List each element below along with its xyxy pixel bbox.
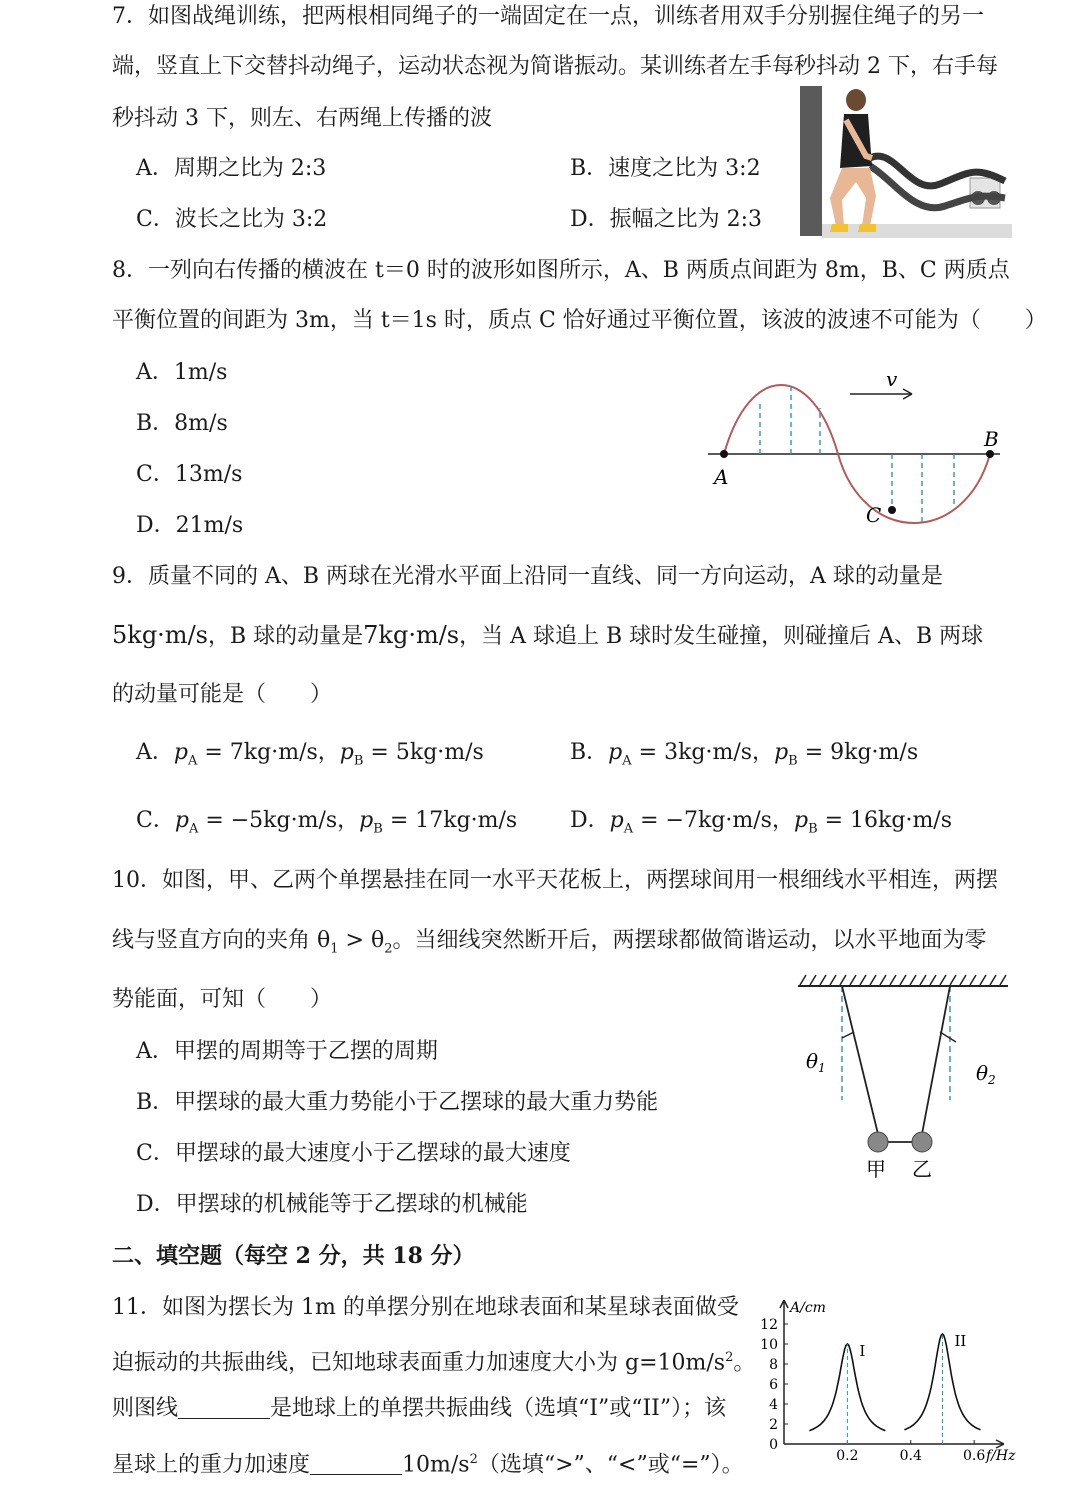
q10-option-b: B．甲摆球的最大重力势能小于乙摆球的最大重力势能 xyxy=(136,1090,659,1115)
q8-option-c: C．13m/s xyxy=(136,462,243,487)
y-tick-label: 10 xyxy=(760,1337,778,1353)
q8-wave-figure xyxy=(700,362,1020,538)
q7-option-b: B．速度之比为 3:2 xyxy=(570,156,761,181)
label-jia: 甲 xyxy=(866,1157,886,1181)
pendulum-string-yi xyxy=(922,986,950,1134)
answer-blank-2[interactable] xyxy=(310,1452,402,1475)
y-tick-label: 8 xyxy=(769,1357,778,1373)
q8-option-d: D．21m/s xyxy=(136,513,244,538)
q10-option-a: A．甲摆的周期等于乙摆的周期 xyxy=(136,1039,438,1064)
curve-label-I: I xyxy=(859,1342,866,1360)
q10-line2: 线与竖直方向的夹角 $\theta_1 > \theta_2$。当细线突然断开后，两摆球都做简谐运动，以水平地面为零 xyxy=(112,928,987,957)
velocity-label: v xyxy=(886,367,898,391)
y-tick-label: 6 xyxy=(769,1377,778,1393)
q7-option-c: C．波长之比为 3:2 xyxy=(136,207,328,232)
y-tick-label: 2 xyxy=(769,1417,778,1433)
y-axis-label: A/cm xyxy=(790,1300,826,1316)
q10-option-d: D．甲摆球的机械能等于乙摆球的机械能 xyxy=(136,1192,528,1217)
q8-line1: 8．一列向右传播的横波在 t＝0 时的波形如图所示，A、B 两质点间距为 8m，B、C 两质点 xyxy=(112,258,1010,283)
q9-momentum-a: 5kg·m/s xyxy=(112,621,208,649)
ceiling-hatching xyxy=(800,975,1006,985)
person-head xyxy=(846,89,866,111)
q11-line1: 11．如图为摆长为 1m 的单摆分别在地球表面和某星球表面做受 xyxy=(112,1295,739,1320)
q7-option-d: D．振幅之比为 2:3 xyxy=(570,207,763,232)
section2-title: 二、填空题（每空 2 分，共 18 分） xyxy=(112,1243,475,1269)
q10-line3: 势能面，可知（ ） xyxy=(112,987,333,1012)
theta1-label: $\theta_1$ xyxy=(806,1049,826,1075)
displacement-dashes xyxy=(760,384,954,522)
curve-label-II: II xyxy=(954,1332,967,1350)
ball-jia xyxy=(868,1132,888,1152)
x-tick-label: 0.4 xyxy=(899,1448,922,1464)
q9-line2 xyxy=(112,620,983,652)
ball-yi xyxy=(912,1132,932,1152)
x-tick-label: 0.6 xyxy=(963,1448,986,1464)
q9-line3: 的动量可能是（ ） xyxy=(112,682,333,707)
battle-rope-figure xyxy=(800,86,1012,242)
point-a xyxy=(720,450,728,458)
label-a: A xyxy=(714,465,729,489)
pendulum-figure xyxy=(790,970,1020,1184)
point-b xyxy=(986,450,994,458)
q11-line3: 则图线 是地球上的单摆共振曲线（选填“I”或“II”）；该 xyxy=(112,1396,727,1421)
q9-option-d: D．$p_A = -7kg\cdot m/s$，$p_B = 16kg\cdot m/s$ xyxy=(570,808,953,837)
q10-option-c: C．甲摆球的最大速度小于乙摆球的最大速度 xyxy=(136,1141,571,1166)
x-tick-label: 0.2 xyxy=(836,1448,859,1464)
wall xyxy=(800,86,822,236)
y-tick-label: 4 xyxy=(769,1397,778,1413)
answer-blank-1[interactable] xyxy=(178,1396,270,1419)
q9-line2-text1: ，B 球的动量是 xyxy=(207,624,364,649)
y-tick-label: 12 xyxy=(760,1317,778,1333)
q7-line3: 秒抖动 3 下，则左、右两绳上传播的波 xyxy=(112,106,492,131)
q9-line1: 9．质量不同的 A、B 两球在光滑水平面上沿同一直线、同一方向运动，A 球的动量是 xyxy=(112,564,943,589)
q9-option-a: A．$p_A = 7kg\cdot m/s$，$p_B = 5kg\cdot m/s$ xyxy=(136,740,484,769)
q9-option-b: B．$p_A = 3kg\cdot m/s$，$p_B = 9kg\cdot m/s$ xyxy=(570,740,919,769)
q8-option-a: A．1m/s xyxy=(136,360,228,385)
q9-momentum-b: 7kg·m/s xyxy=(363,621,460,649)
label-b: B xyxy=(984,427,999,451)
q7-option-a: A．周期之比为 2:3 xyxy=(136,156,327,181)
q10-line1: 10．如图，甲、乙两个单摆悬挂在同一水平天花板上，两摆球间用一根细线水平相连，两摆 xyxy=(112,868,998,893)
q7-line2: 端，竖直上下交替抖动绳子，运动状态视为简谐振动。某训练者左手每秒抖动 2 下，右手每 xyxy=(112,54,998,79)
resonance-chart xyxy=(760,1292,1030,1472)
q9-option-c: C．$p_A = -5kg\cdot m/s$，$p_B = 17kg\cdot m/s$ xyxy=(136,808,518,837)
q8-option-b: B．8m/s xyxy=(136,411,228,436)
floor xyxy=(822,224,1012,238)
x-axis-label: f/Hz xyxy=(986,1448,1016,1464)
q9-line2-text2: ，当 A 球追上 B 球时发生碰撞，则碰撞后 A、B 两球 xyxy=(459,624,984,649)
y-tick-label: 0 xyxy=(769,1437,778,1453)
label-yi: 乙 xyxy=(912,1157,932,1181)
point-c xyxy=(888,506,896,514)
q7-line1: 7．如图战绳训练，把两根相同绳子的一端固定在一点，训练者用双手分别握住绳子的另一 xyxy=(112,4,985,29)
pendulum-string-jia xyxy=(842,986,878,1134)
q11-line4: 星球上的重力加速度 $10m/s^2$（选填“>”、“<”或“=”）。 xyxy=(112,1452,744,1478)
q11-line2: 迫振动的共振曲线，已知地球表面重力加速度大小为 $g=10m/s^2$。 xyxy=(112,1350,756,1376)
label-c: C xyxy=(866,503,882,527)
q8-line2: 平衡位置的间距为 3m，当 t＝1s 时，质点 C 恰好通过平衡位置，该波的波速不可能为（ ） xyxy=(112,308,1047,333)
theta2-label: $\theta_2$ xyxy=(976,1061,996,1087)
